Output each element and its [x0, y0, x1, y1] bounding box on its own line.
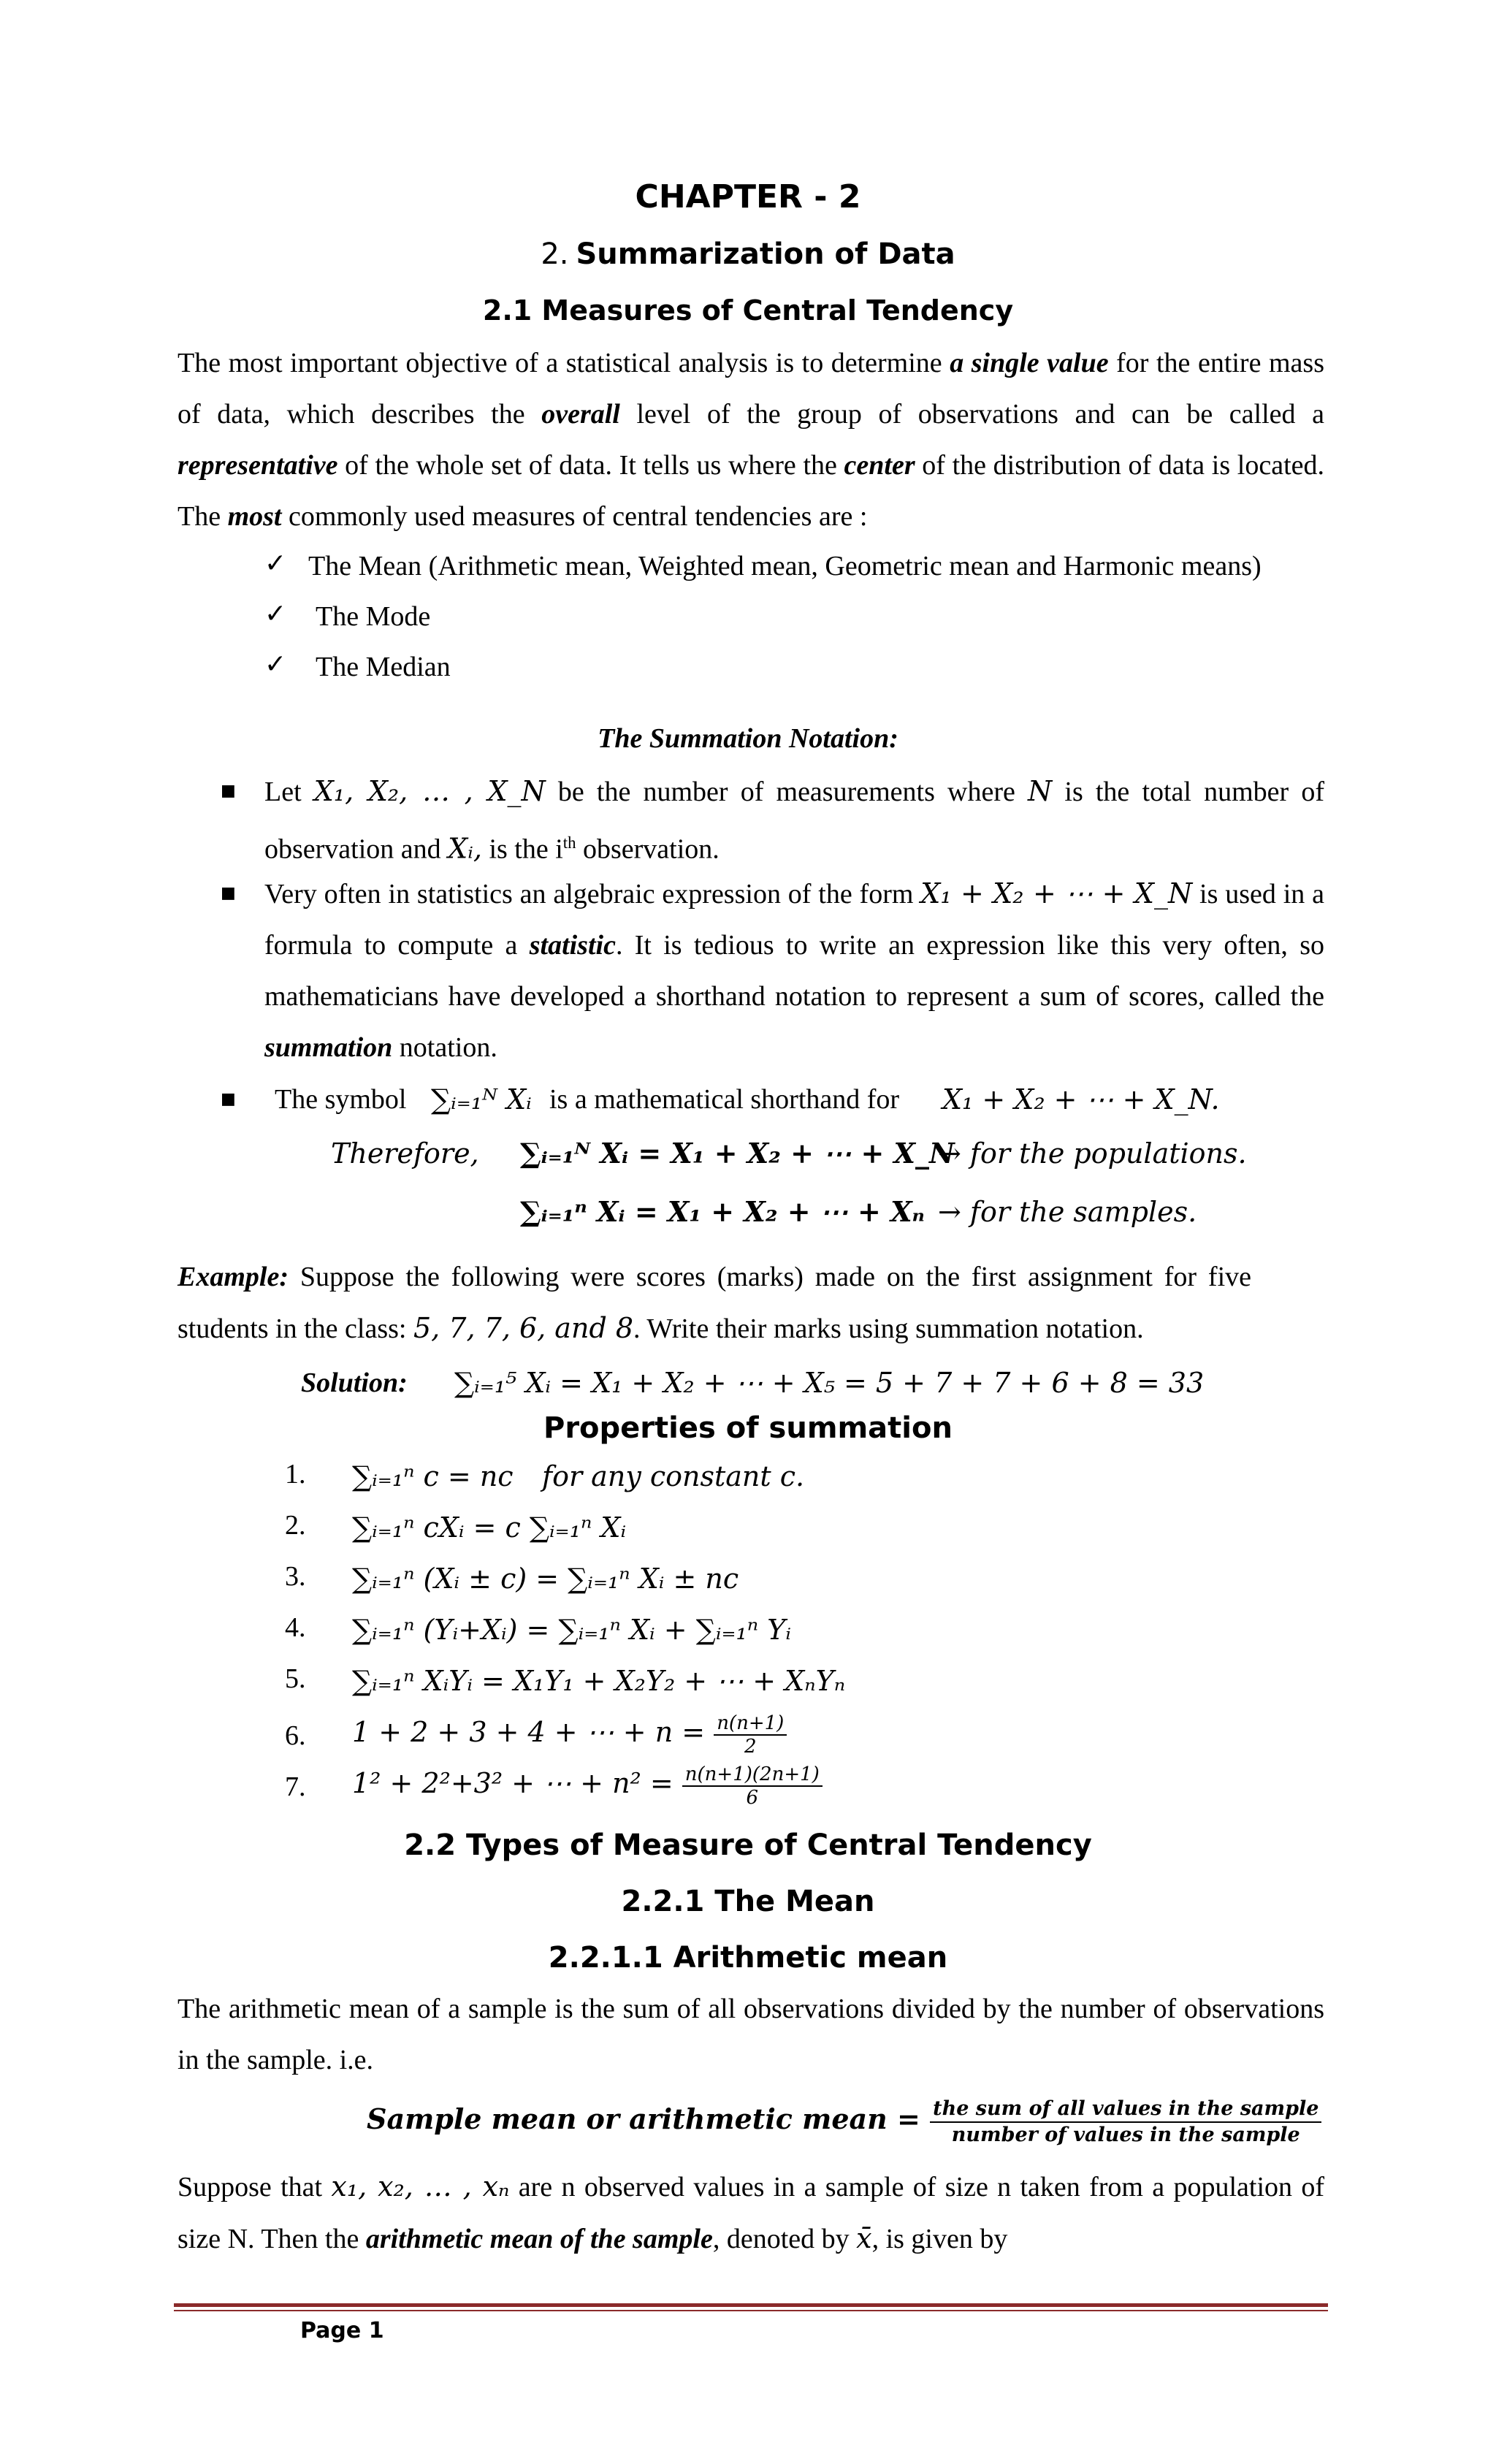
formula-fraction	[930, 2097, 1321, 2148]
intro-paragraph	[178, 337, 1324, 542]
section-22-heading: 2.2 Types of Measure of Central Tendency	[404, 1828, 1092, 1862]
section-2211-heading: 2.2.1.1 Arithmetic mean	[548, 1941, 948, 1975]
population-note: → for the populations.	[938, 1137, 1247, 1170]
summation-heading: The Summation Notation:	[598, 723, 898, 754]
fraction-numerator: n(n+1)(2n+1)	[682, 1763, 823, 1787]
section-heading	[0, 237, 1496, 271]
bullet-text: notation.	[392, 1032, 497, 1063]
property-number: 1.	[285, 1459, 306, 1490]
math-expression: N	[1028, 775, 1053, 807]
math-expression: X₁, X₂, … , X_N	[313, 775, 546, 807]
footer-rule	[174, 2303, 1328, 2307]
bullet-paragraph	[264, 868, 1324, 1073]
sample-formula: ∑ᵢ₌₁ⁿ Xᵢ = X₁ + X₂ + ⋯ + Xₙ	[520, 1195, 925, 1228]
intro-text: commonly used measures of central tendencies are :	[281, 501, 868, 532]
bullet-text: Very often in statistics an algebraic expression of the form	[264, 879, 921, 909]
intro-emphasis: a single value	[950, 348, 1109, 378]
example-values: 5, 7, 7, 6, and 8	[413, 1312, 634, 1344]
math-expression: X₁ + X₂ + ⋯ + X_N	[920, 877, 1193, 909]
intro-emphasis: most	[227, 501, 282, 532]
emphasis: arithmetic mean of the sample	[365, 2224, 713, 2254]
bullet-text: be the number of measurements where	[545, 777, 1028, 807]
intro-text: of the whole set of data. It tells us where the	[337, 450, 844, 481]
intro-text: for the entire mass of data, which describes the	[178, 348, 1324, 430]
check-icon: ✓	[264, 649, 287, 679]
fraction-denominator: number of values in the sample	[951, 2123, 1300, 2146]
bullet-text: is used in a formula to compute a	[264, 879, 1324, 961]
measure-item: The Mean (Arithmetic mean, Weighted mean, Geometric mean and Harmonic means)	[308, 551, 1262, 581]
intro-text: level of the group of observations and can be called a	[619, 399, 1325, 430]
page-number: Page 1	[300, 2318, 384, 2343]
property-expression: ∑ᵢ₌₁ⁿ (Xᵢ ± c) = ∑ᵢ₌₁ⁿ Xᵢ ± nc	[352, 1563, 739, 1595]
intro-text: of the distribution of data is located. The	[178, 450, 1325, 532]
fraction-denominator: 6	[746, 1786, 759, 1809]
superscript: th	[562, 834, 576, 852]
symbol-label: is a mathematical shorthand for	[549, 1084, 900, 1115]
section-title: Summarization of Data	[576, 237, 955, 271]
suppose-text: , denoted by	[712, 2224, 857, 2254]
therefore-label: Therefore,	[331, 1137, 479, 1170]
symbol-label: The symbol	[275, 1084, 407, 1115]
suppose-text: Suppose that	[178, 2172, 332, 2202]
measure-item: The Mode	[316, 601, 431, 632]
math-expression: X₁ + X₂ + ⋯ + X_N.	[942, 1083, 1220, 1115]
math-expression: Xᵢ,	[448, 832, 482, 865]
fraction-numerator: the sum of all values in the sample	[930, 2097, 1321, 2123]
property-expression	[352, 1758, 823, 1809]
bullet-paragraph	[264, 766, 1324, 875]
section-221-heading: 2.2.1 The Mean	[621, 1885, 875, 1918]
example-text: . Write their marks using summation notation.	[633, 1313, 1144, 1344]
sample-note: → for the samples.	[938, 1196, 1197, 1228]
emphasis: summation	[264, 1032, 393, 1063]
solution-label: Solution:	[301, 1368, 408, 1398]
measure-item: The Median	[316, 652, 451, 682]
bullet-icon: ■	[221, 782, 236, 800]
arithmetic-mean-paragraph: The arithmetic mean of a sample is the sum of all observations divided by the number of observations in the sample. i.e.	[178, 1994, 1324, 2075]
property-expression: ∑ᵢ₌₁ⁿ c = nc	[352, 1460, 514, 1492]
property-expression	[352, 1706, 787, 1758]
solution-expression: ∑ᵢ₌₁⁵ Xᵢ = X₁ + X₂ + ⋯ + X₅ = 5 + 7 + 7 + 6 + 8 = 33	[454, 1367, 1205, 1399]
example-label: Example:	[178, 1262, 289, 1292]
example-text: Suppose the following were scores (marks) made on the first assignment for five students in the class:	[178, 1262, 1251, 1344]
emphasis: statistic	[529, 930, 616, 961]
property-number: 5.	[285, 1663, 306, 1694]
property-number: 4.	[285, 1612, 306, 1643]
formula-lhs: Sample mean or arithmetic mean =	[367, 2102, 920, 2135]
property-fraction	[714, 1712, 787, 1758]
population-formula: ∑ᵢ₌₁ᴺ Xᵢ = X₁ + X₂ + ⋯ + X_N	[520, 1137, 955, 1170]
fraction-numerator: n(n+1)	[714, 1712, 787, 1736]
bullet-text: Let	[264, 777, 314, 807]
property-lhs: 1² + 2²+3² + ⋯ + n² =	[352, 1767, 673, 1799]
intro-emphasis: center	[844, 450, 915, 481]
math-expression: x₁, x₂, … , xₙ	[331, 2170, 510, 2202]
properties-heading: Properties of summation	[543, 1411, 953, 1445]
intro-text: The most important objective of a statistical analysis is to determine	[178, 348, 950, 378]
property-number: 2.	[285, 1510, 306, 1541]
footer-rule-thin	[174, 2310, 1328, 2311]
check-icon: ✓	[264, 599, 287, 628]
property-expression: ∑ᵢ₌₁ⁿ (Yᵢ+Xᵢ) = ∑ᵢ₌₁ⁿ Xᵢ + ∑ᵢ₌₁ⁿ Yᵢ	[352, 1614, 791, 1646]
bullet-text: . It is tedious to write an expression like this very often, so mathematicians have developed a shorthand notation to represent a sum of scores, called the	[264, 930, 1325, 1012]
chapter-title: CHAPTER - 2	[635, 178, 861, 215]
property-number: 7.	[285, 1771, 306, 1802]
subsection-heading: 2.1 Measures of Central Tendency	[482, 294, 1014, 327]
property-number: 6.	[285, 1720, 306, 1751]
property-number: 3.	[285, 1561, 306, 1592]
fraction-denominator: 2	[744, 1735, 757, 1758]
property-expression: ∑ᵢ₌₁ⁿ XᵢYᵢ = X₁Y₁ + X₂Y₂ + ⋯ + XₙYₙ	[352, 1665, 846, 1697]
intro-emphasis: representative	[178, 450, 338, 481]
suppose-paragraph	[178, 2161, 1324, 2265]
property-expression: ∑ᵢ₌₁ⁿ cXᵢ = c ∑ᵢ₌₁ⁿ Xᵢ	[352, 1511, 627, 1544]
math-expression: x̄	[856, 2222, 872, 2254]
bullet-icon: ■	[221, 884, 236, 902]
bullet-text: is the i	[481, 834, 563, 865]
bullet-text: observation.	[576, 834, 720, 865]
property-note: for any constant c.	[542, 1460, 805, 1492]
section-number: 2.	[541, 237, 569, 271]
suppose-text: , is given by	[871, 2224, 1008, 2254]
bullet-icon: ■	[221, 1090, 236, 1108]
example-paragraph	[178, 1251, 1251, 1354]
math-expression: ∑ᵢ₌₁ᴺ Xᵢ	[431, 1083, 532, 1115]
bullet-text: is the total number of observation and	[264, 777, 1324, 865]
property-fraction	[682, 1763, 823, 1809]
property-lhs: 1 + 2 + 3 + 4 + ⋯ + n =	[352, 1716, 706, 1748]
intro-emphasis: overall	[541, 399, 620, 430]
suppose-text: are n observed values in a sample of size n taken from a population of size N. Then the	[178, 2172, 1324, 2254]
arithmetic-mean-formula	[367, 2094, 1321, 2148]
check-icon: ✓	[264, 549, 287, 578]
